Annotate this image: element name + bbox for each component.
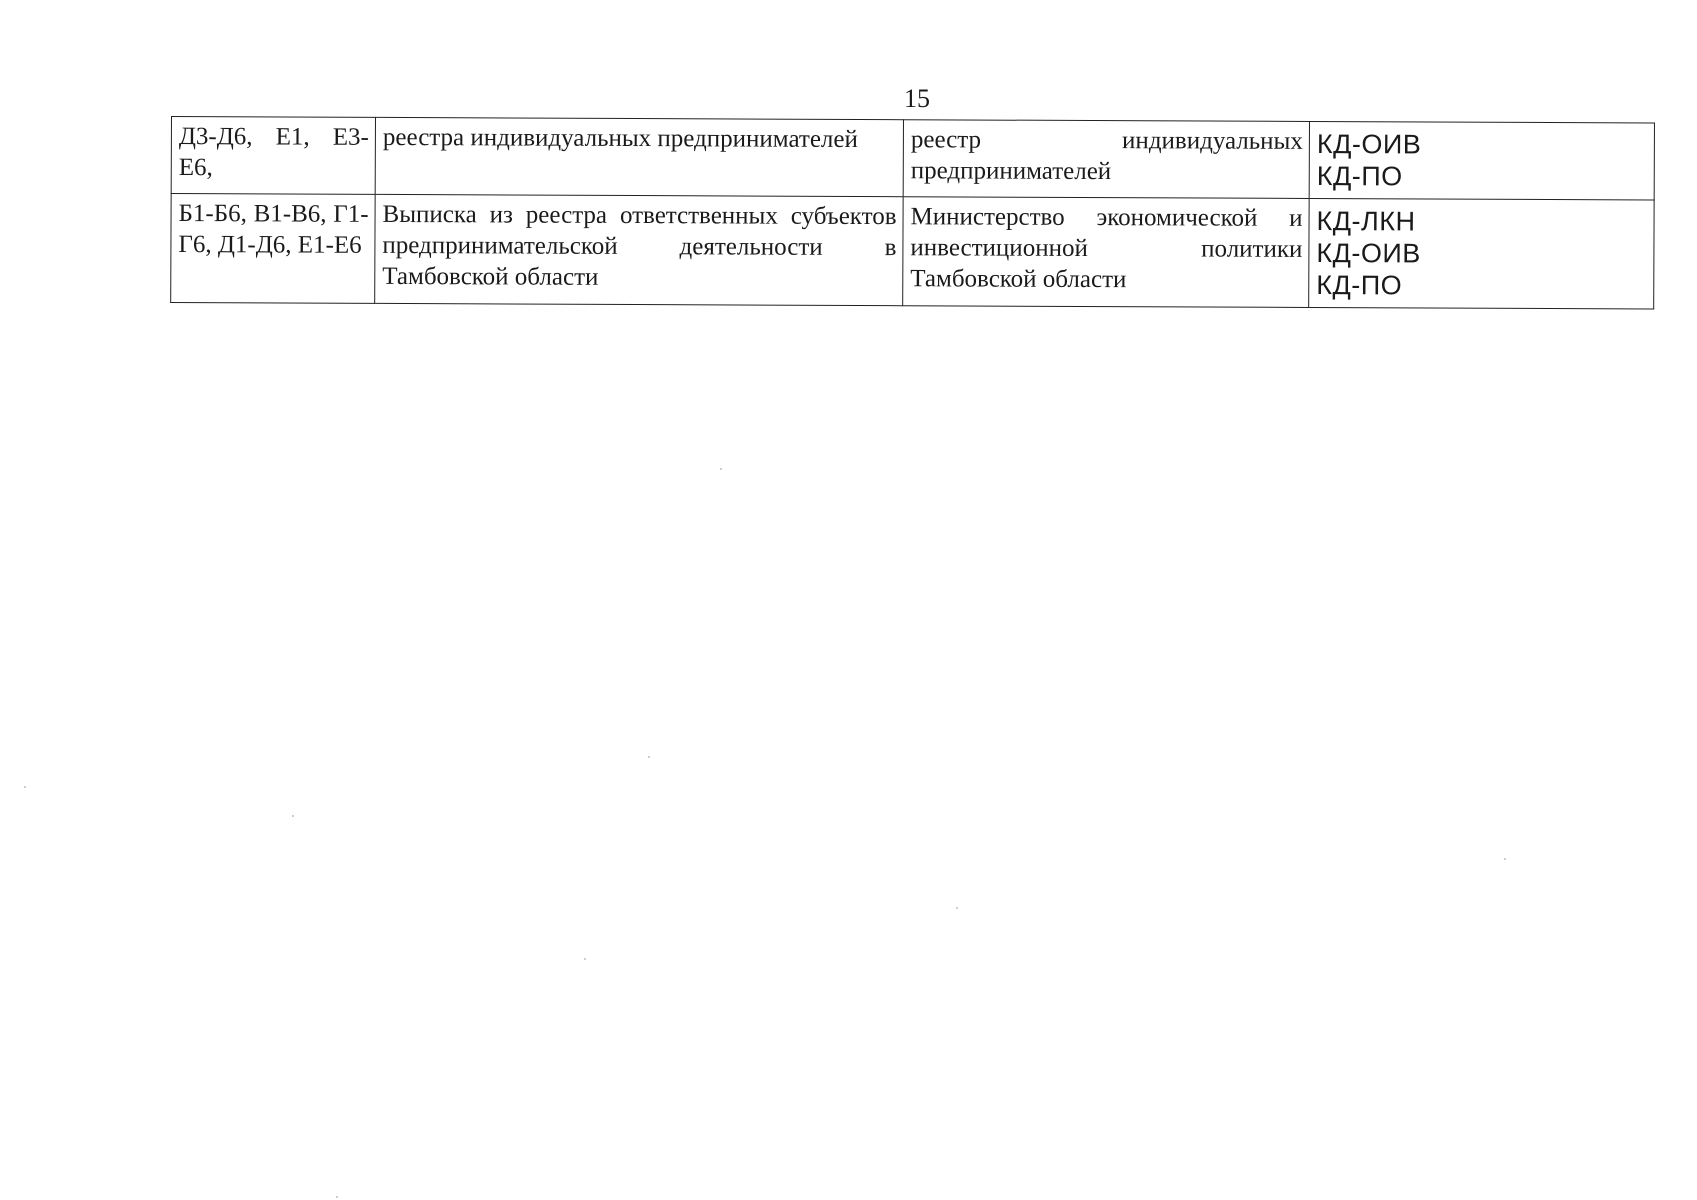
scan-speck (956, 907, 958, 909)
scan-speck (24, 786, 26, 788)
documents-table (170, 116, 1655, 309)
kd-codes-cell (1309, 121, 1654, 200)
kd-code: КД-ОИВ (1316, 129, 1422, 160)
page-number: 15 (904, 84, 930, 113)
document-cell: реестра индивидуальных предпринимателей (375, 117, 903, 196)
table-row (171, 117, 1654, 200)
kd-code: КД-ЛКН (1316, 205, 1416, 237)
scan-speck (1504, 858, 1506, 860)
kd-codes-cell (1309, 198, 1654, 309)
document-cell: Выписка из реестра ответственных субъектов предпринимательской деятельности в Тамбовской области (375, 194, 903, 305)
kd-code: КД-ОИВ (1316, 237, 1421, 269)
scan-speck (720, 468, 722, 470)
scan-speck (292, 815, 294, 817)
kd-code: КД-ПО (1316, 269, 1403, 301)
source-cell: реестр индивидуальных предпринимателей (903, 120, 1309, 199)
codes-range-cell: Б1-Б6, В1-В6, Г1-Г6, Д1-Д6, Е1-Е6 (171, 194, 375, 304)
scan-speck (336, 1196, 338, 1198)
scan-speck (648, 756, 650, 758)
scan-speck (584, 958, 586, 960)
codes-range-cell: Д3-Д6, Е1, Е3-Е6, (171, 117, 375, 195)
table-row (171, 194, 1654, 309)
source-cell: Министерство экономической и инвестиционной политики Тамбовской области (903, 197, 1309, 308)
kd-code: КД-ПО (1316, 160, 1403, 192)
